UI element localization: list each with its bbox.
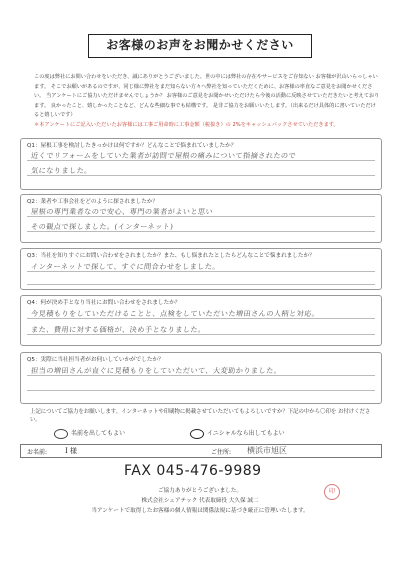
question-block-1 (20, 138, 382, 190)
option-initial-label: イニシャルなら出してもよい (207, 430, 285, 437)
fax-number: FAX 045-476-9989 (124, 463, 262, 479)
name-value[interactable]: I 様 (65, 447, 77, 455)
footer-thanks: ご協力ありがとうございました。 (158, 488, 242, 494)
question-block-3 (20, 248, 382, 290)
address-value[interactable]: 横浜市旭区 (247, 446, 287, 455)
answer-2-line-2: その観点で探しました。(インターネット) (30, 222, 174, 231)
option-circle-selected (190, 429, 204, 439)
consent-text: 上記についてご協力をお願いします。インターネットや印刷物に掲載させていただいてもよろしいですか？下記の中から〇印を お付けください。 (30, 409, 371, 423)
answer-1-line-1: 近くでリフォームをしていた業者が訪問で屋根の痛みについて指摘されたので (30, 151, 297, 160)
answer-5-line-1: 担当の増田さんが直ぐに見積もりをしていただいて、大変助かりました。 (30, 366, 282, 375)
option-name-label: 名前を出してもよい (71, 430, 126, 437)
intro-section (34, 73, 380, 131)
answer-2-line-1: 屋根の専門業者なので安心、専門の業者がよいと思い (30, 207, 214, 216)
cashback-note: ＊本アンケートにご記入いただいたお客様には工事ご用命時に工事金額（税抜き）の 2%をキャッシュバックさせていただきます。 (34, 121, 339, 128)
consent-option-initial[interactable] (190, 428, 285, 439)
answer-4-line-1: 今見積もりをしていただけることと、点検をしていただいた増田さんの人柄と対応。 (30, 309, 320, 318)
footer-company: 株式会社シェアテック 代表取締役 大久保 誠二 (141, 498, 259, 504)
name-label: お名前: (27, 449, 48, 456)
page-title: お客様のお声をお聞かせください (88, 34, 312, 58)
answer-line (27, 390, 375, 391)
question-4: Q4：何が決め手となり当社にお問い合わせをされましたか？ (27, 300, 181, 306)
address-label: ご住所: (211, 449, 232, 456)
answer-line (27, 284, 375, 285)
answer-3-line-1: インターネットで探して、すぐに問合わせをしました。 (30, 262, 221, 271)
seal-stamp: 印 (324, 484, 340, 500)
intro-paragraph: この度は弊社にお問い合わせをいただき、誠にありがとうございました。世の中には弊社の存在やサービスをご存知ない お客様が沢山いらっしゃいます。 そこでお願いがあるのですが、同じ様に弊社をまだ知らない方々へ弊社を知っていただくために、お客様の率直なご意見をお聞かせください。 当アンケートにご協力いただけませんでしょうか？ お客様のご意見をお聞かせいただけたら今後の活動に反映させていただきたいと考えております。 良かったこと、嬉しかったことなど、どんな些細な事でも結構です。 是非ご協力をお願いいたします。（出来るだけ具体的に書いていただけると嬉しいです） (34, 74, 380, 119)
question-block-4 (20, 295, 382, 346)
consent-option-name[interactable] (54, 428, 125, 439)
question-3: Q3：当社を知りすぐにお問い合わせをされましたか？また、もし悩まれたとしたらどんなことで悩まれましたか？ (27, 253, 315, 259)
question-block-5 (20, 352, 382, 404)
answer-4-line-2: また、費用に対する価格が、決め手となりました。 (30, 325, 207, 334)
question-2: Q2：業者や工事会社をどのように探されましたか？ (27, 199, 159, 205)
question-5: Q5：実際に当社担当者がお伺いしていかがでしたか？ (27, 357, 164, 363)
question-block-2 (20, 194, 382, 243)
footer-privacy: 当アンケートで取得したお客様の個人情報は関係法規に基づき厳正に管理いたします。 (91, 508, 309, 514)
question-1: Q1：屋根工事を検討したきっかけは何ですか？どんなことで悩まれていましたか？ (27, 143, 237, 149)
answer-1-line-2: 気になりました。 (30, 166, 93, 175)
option-circle (54, 429, 68, 439)
name-address-row (20, 444, 382, 458)
